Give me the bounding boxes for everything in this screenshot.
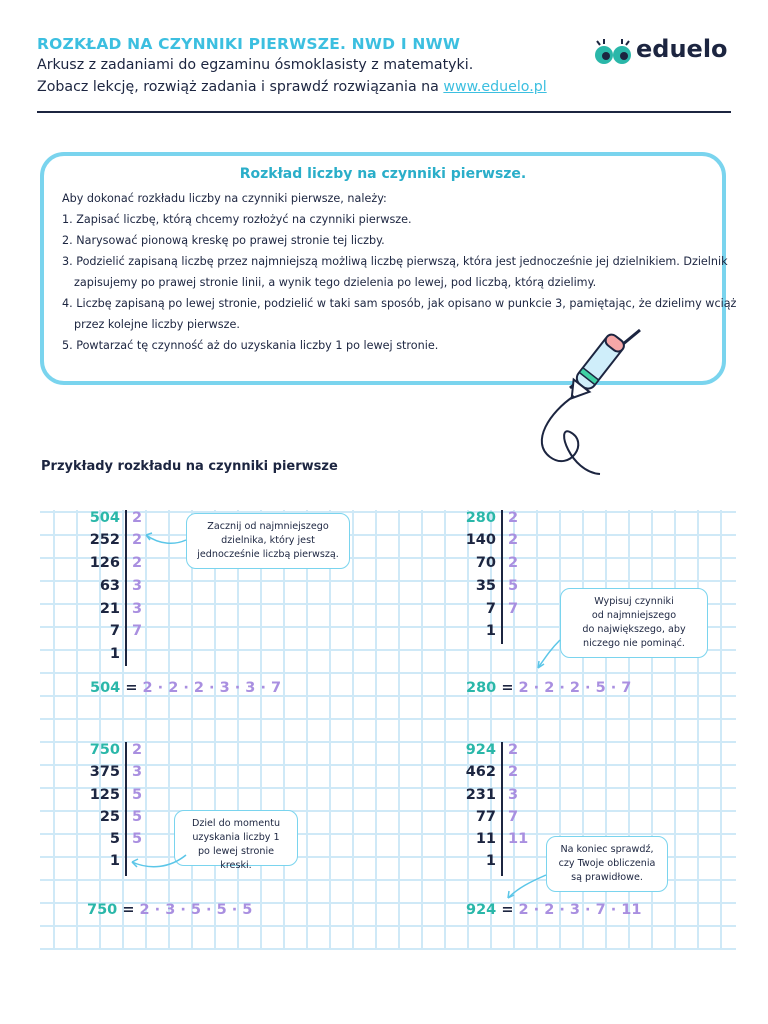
divisor: 2: [132, 742, 143, 758]
instruction-line: 5. Powtarzać tę czynność aż do uzyskania liczby 1 po lewej stronie.: [62, 339, 439, 352]
note-smallest-divisor: [186, 513, 350, 569]
factorization-result: 924 = 2 · 2 · 3 · 7 · 11: [466, 902, 642, 918]
quotient: 252: [89, 532, 120, 548]
quotient: 70: [475, 555, 496, 571]
result-factors: 2 · 3 · 5 · 5 · 5: [139, 902, 253, 918]
start-number: 924: [465, 742, 496, 758]
quotient: 126: [89, 555, 120, 571]
division-line: [501, 510, 503, 644]
instruction-line: 4. Liczbę zapisaną po lewej stronie, podzielić w taki sam sposób, jak opisano w punkcie 3, pamiętając, że dzielimy wciąż: [62, 297, 737, 310]
note-line: po lewej stronie kreski.: [197, 846, 275, 871]
note-line: dzielnika, który jest: [221, 535, 315, 546]
quotient: 1: [109, 853, 120, 869]
note-line: od najmniejszego: [591, 610, 677, 621]
header-divider: [37, 111, 731, 113]
instruction-line: 1. Zapisać liczbę, którą chcemy rozłożyć na czynniki pierwsze.: [62, 213, 412, 226]
instruction-line: 3. Podzielić zapisaną liczbę przez najmniejszą możliwą liczbę pierwszą, która jest jednocześnie jej dzielnikiem. Dzielnik: [62, 255, 728, 268]
quotient: 462: [465, 764, 496, 780]
subtitle-prefix: Zobacz lekcję, rozwiąż zadania i sprawdź rozwiązania na: [37, 79, 444, 95]
factorization-result: 280 = 2 · 2 · 2 · 5 · 7: [466, 680, 632, 696]
divisor: 2: [508, 510, 519, 526]
start-number: 750: [89, 742, 120, 758]
note-line: Dziel do momentu: [191, 818, 281, 829]
result-number: 750: [87, 902, 118, 918]
quotient: 5: [109, 831, 120, 847]
note-line: czy Twoje obliczenia: [558, 858, 656, 869]
note-line: jednocześnie liczbą pierwszą.: [197, 549, 339, 560]
note-line: są prawidłowe.: [571, 872, 643, 883]
subtitle: Arkusz z zadaniami do egzaminu ósmoklasisty z matematyki.: [37, 57, 474, 73]
quotient: 35: [475, 578, 496, 594]
result-factors: 2 · 2 · 3 · 7 · 11: [518, 902, 642, 918]
quotient: 21: [99, 601, 120, 617]
website-link[interactable]: www.eduelo.pl: [443, 79, 547, 95]
divisor: 3: [132, 764, 143, 780]
start-number: 280: [465, 510, 496, 526]
divisor: 3: [132, 578, 143, 594]
division-line: [501, 742, 503, 876]
divisor: 11: [508, 831, 529, 847]
note-line: uzyskania liczby 1: [192, 832, 280, 843]
factorization-result: 750 = 2 · 3 · 5 · 5 · 5: [87, 902, 253, 918]
result-number: 280: [466, 680, 497, 696]
logo-eyes-icon: [592, 36, 636, 70]
quotient: 1: [485, 853, 496, 869]
result-factors: 2 · 2 · 2 · 3 · 3 · 7: [142, 680, 282, 696]
division-line: [125, 742, 127, 876]
quotient: 7: [109, 623, 120, 639]
instruction-line: 2. Narysować pionową kreskę po prawej stronie tej liczby.: [62, 234, 385, 247]
note-line: Wypisuj czynniki: [594, 596, 674, 607]
divisor: 2: [508, 742, 519, 758]
examples-title: Przykłady rozkładu na czynniki pierwsze: [41, 459, 338, 474]
divisor: 3: [508, 787, 519, 803]
result-number: 924: [466, 902, 497, 918]
quotient: 1: [109, 646, 120, 662]
divisor: 5: [132, 787, 143, 803]
start-number: 504: [89, 510, 120, 526]
quotient: 77: [475, 809, 496, 825]
result-factors: 2 · 2 · 2 · 5 · 7: [518, 680, 632, 696]
quotient: 11: [475, 831, 496, 847]
quotient: 25: [99, 809, 120, 825]
divisor: 2: [508, 532, 519, 548]
note-line: do największego, aby: [582, 624, 686, 635]
quotient: 125: [89, 787, 120, 803]
quotient: 231: [465, 787, 496, 803]
factorization-result: 504 = 2 · 2 · 2 · 3 · 3 · 7: [90, 680, 282, 696]
divisor: 2: [132, 555, 143, 571]
divisor: 5: [132, 831, 143, 847]
divisor: 2: [132, 510, 143, 526]
division-line: [125, 510, 127, 666]
divisor: 7: [508, 809, 519, 825]
note-line: niczego nie pominąć.: [583, 638, 685, 649]
divisor: 2: [508, 555, 519, 571]
instruction-intro: Aby dokonać rozkładu liczby na czynniki pierwsze, należy:: [62, 192, 387, 205]
quotient: 7: [485, 601, 496, 617]
pencil-icon: [530, 322, 680, 482]
divisor: 3: [132, 601, 143, 617]
divisor: 2: [132, 532, 143, 548]
quotient: 63: [99, 578, 120, 594]
page-title: ROZKŁAD NA CZYNNIKI PIERWSZE. NWD I NWW: [37, 35, 461, 53]
quotient: 1: [485, 623, 496, 639]
divisor: 2: [508, 764, 519, 780]
note-line: Zacznij od najmniejszego: [207, 521, 329, 532]
logo: eduelo: [636, 35, 728, 63]
divisor: 5: [508, 578, 519, 594]
divisor: 7: [132, 623, 143, 639]
instruction-title: Rozkład liczby na czynniki pierwsze.: [239, 166, 527, 182]
note-line: Na koniec sprawdź,: [560, 844, 654, 855]
quotient: 375: [89, 764, 120, 780]
note-order-factors: [560, 588, 708, 658]
subtitle-link-line: [37, 79, 547, 95]
divisor: 5: [132, 809, 143, 825]
note-check-results: [546, 836, 668, 892]
instruction-line: przez kolejne liczby pierwsze.: [74, 318, 240, 331]
quotient: 140: [465, 532, 496, 548]
divisor: 7: [508, 601, 519, 617]
result-number: 504: [90, 680, 121, 696]
note-divide-until-one: [174, 810, 298, 871]
instruction-line: zapisujemy po prawej stronie linii, a wynik tego dzielenia po lewej, pod liczbą, którą dzielimy.: [74, 276, 597, 289]
